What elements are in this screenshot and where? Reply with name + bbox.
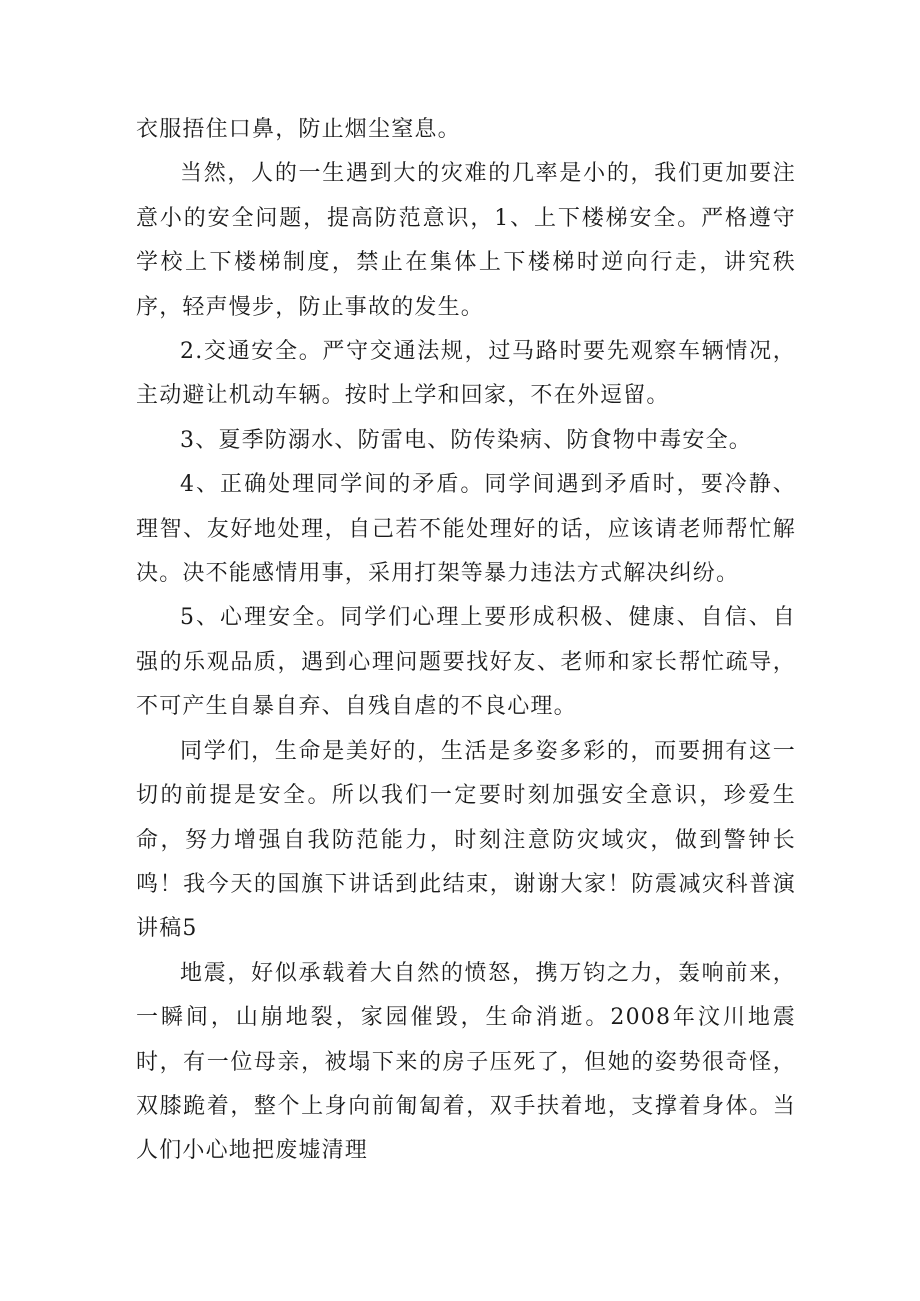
paragraph-3: 2.交通安全。严守交通法规，过马路时要先观察车辆情况，主动避让机动车辆。按时上学和回家，不在外逗留。 xyxy=(136,339,796,409)
paragraph-4: 3、夏季防溺水、防雷电、防传染病、防食物中毒安全。 xyxy=(180,427,752,453)
paragraph-7: 同学们，生命是美好的，生活是多姿多彩的，而要拥有这一切的前提是安全。所以我们一定要时刻加强安全意识，珍爱生命，努力增强自我防范能力，时刻注意防灾域灾，做到警钟长鸣！我今天的国旗下讲话到此结束，谢谢大家！防震减灾科普演讲稿5 xyxy=(136,738,796,942)
document-body xyxy=(136,108,796,1174)
paragraph-2: 当然，人的一生遇到大的灾难的几率是小的，我们更加要注意小的安全问题，提高防范意识，1、上下楼梯安全。严格遵守学校上下楼梯制度，禁止在集体上下楼梯时逆向行走，讲究秩序，轻声慢步，防止事故的发生。 xyxy=(136,161,796,320)
paragraph-8: 地震，好似承载着大自然的愤怒，携万钧之力，轰响前来，一瞬间，山崩地裂，家园催毁，生命消逝。2008年汶川地震时，有一位母亲，被塌下来的房子压死了，但她的姿势很奇怪，双膝跪着，整个上身向前匍匐着，双手扶着地，支撑着身体。当人们小心地把废墟清理 xyxy=(136,960,796,1164)
paragraph-1: 衣服捂住口鼻，防止烟尘窒息。 xyxy=(136,117,461,142)
paragraph-5: 4、正确处理同学间的矛盾。同学间遇到矛盾时，要冷静、理智、友好地处理，自己若不能处理好的话，应该请老师帮忙解决。决不能感情用事，采用打架等暴力违法方式解决纠纷。 xyxy=(136,472,796,587)
paragraph-6: 5、心理安全。同学们心理上要形成积极、健康、自信、自强的乐观品质，遇到心理问题要找好友、老师和家长帮忙疏导，不可产生自暴自弃、自残自虐的不良心理。 xyxy=(136,605,796,720)
